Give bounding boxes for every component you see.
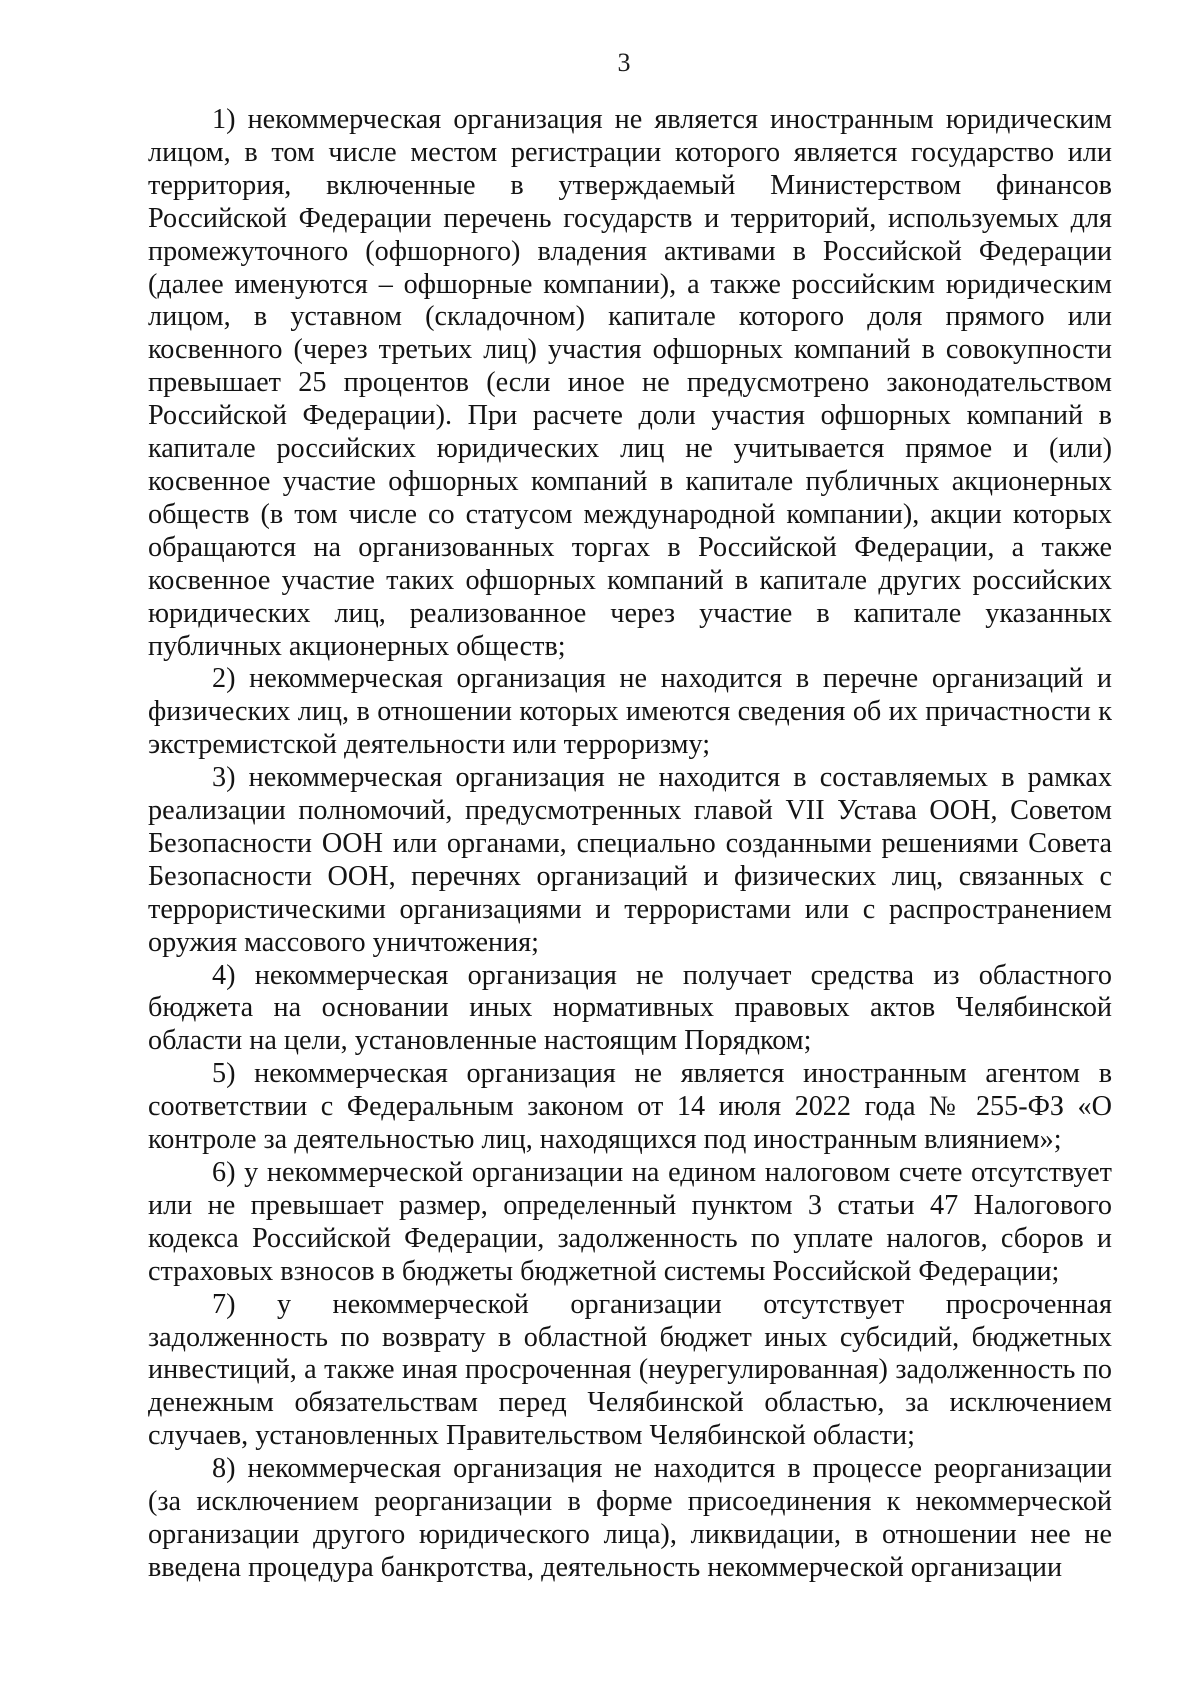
paragraph-item-1: 1) некоммерческая организация не является иностранным юридическим лицом, в том числе местом регистрации которого является государство или территория, включенные в утверждаемый Министерством финансов Российской Федерации перечень государств и территорий, используемых для промежуточного (офшорного) владения активами в Российской Федерации (далее именуются – офшорные компании), а также российским юридическим лицом, в уставном (складочном) капитале которого доля прямого или косвенного (через третьих лиц) участия офшорных компаний в совокупности превышает 25 процентов (если иное не предусмотрено законодательством Российской Федерации). При расчете доли участия офшорных компаний в капитале российских юридических лиц не учитывается прямое и (или) косвенное участие офшорных компаний в капитале публичных акционерных обществ (в том числе со статусом международной компании), акции которых обращаются на организованных торгах в Российской Федерации, а также косвенное участие таких офшорных компаний в капитале других российских юридических лиц, реализованное через участие в капитале указанных публичных акционерных обществ; xyxy=(148,104,1112,662)
document-body xyxy=(148,104,1112,1585)
paragraph-item-7: 7) у некоммерческой организации отсутствует просроченная задолженность по возврату в областной бюджет иных субсидий, бюджетных инвестиций, а также иная просроченная (неурегулированная) задолженность по денежным обязательствам перед Челябинской областью, за исключением случаев, установленных Правительством Челябинской области; xyxy=(148,1288,1112,1452)
paragraph-item-5: 5) некоммерческая организация не является иностранным агентом в соответствии с Федеральным законом от 14 июля 2022 года № 255-ФЗ «О контроле за деятельностью лиц, находящихся под иностранным влиянием»; xyxy=(148,1058,1112,1156)
page-number: 3 xyxy=(617,48,631,77)
paragraph-item-2: 2) некоммерческая организация не находится в перечне организаций и физических лиц, в отношении которых имеются сведения об их причастности к экстремистской деятельности или терроризму; xyxy=(148,663,1112,761)
paragraph-item-8: 8) некоммерческая организация не находится в процессе реорганизации (за исключением реорганизации в форме присоединения к некоммерческой организации другого юридического лица), ликвидации, в отношении нее не введена процедура банкротства, деятельность некоммерческой организации xyxy=(148,1453,1112,1583)
paragraph-item-4: 4) некоммерческая организация не получает средства из областного бюджета на основании иных нормативных правовых актов Челябинской области на цели, установленные настоящим Порядком; xyxy=(148,959,1112,1057)
paragraph-item-6: 6) у некоммерческой организации на едином налоговом счете отсутствует или не превышает размер, определенный пунктом 3 статьи 47 Налогового кодекса Российской Федерации, задолженность по уплате налогов, сборов и страховых взносов в бюджеты бюджетной системы Российской Федерации; xyxy=(148,1157,1112,1287)
paragraph-item-3: 3) некоммерческая организация не находится в составляемых в рамках реализации полномочий, предусмотренных главой VII Устава ООН, Советом Безопасности ООН или органами, специально созданными решениями Совета Безопасности ООН, перечнях организаций и физических лиц, связанных с террористическими организациями и террористами или с распространением оружия массового уничтожения; xyxy=(148,762,1112,958)
